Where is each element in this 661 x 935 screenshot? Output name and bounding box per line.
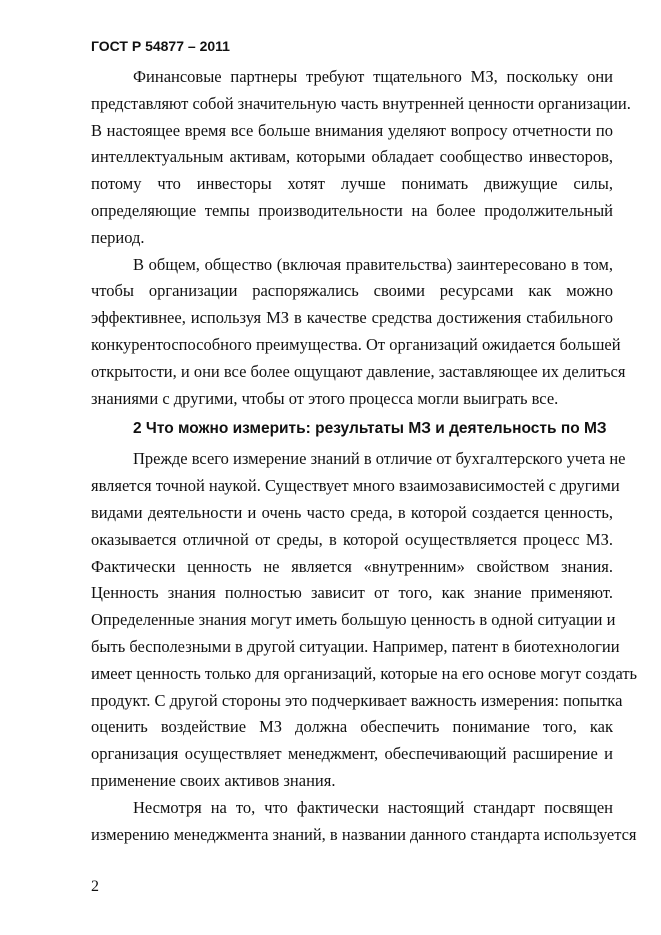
paragraph-line: имеет ценность только для организаций, которые на его основе могут создать [91,663,638,683]
paragraph [91,252,626,413]
paragraph-line: эффективнее, используя МЗ в качестве средства достижения стабильного [91,308,613,328]
paragraph-line: Определенные знания могут иметь большую ценность в одной ситуации и [91,610,616,630]
paragraph-line: организация осуществляет менеджмент, обеспечивающий расширение и [91,744,613,764]
paragraph-line: В общем, общество (включая правительства) заинтересовано в том, [133,254,613,274]
paragraphs-before-section [91,64,631,412]
paragraph-line: Ценность знания полностью зависит от того, как знание применяют. [91,583,613,603]
paragraph-line: является точной наукой. Существует много взаимозависимостей с другими [91,476,620,496]
paragraph-line: Финансовые партнеры требуют тщательного МЗ, поскольку они [133,67,613,86]
paragraph-line: Фактически ценность не является «внутренним» свойством знания. [91,556,613,576]
paragraphs-after-section [91,446,638,848]
paragraph-line: чтобы организации распоряжались своими ресурсами как можно [91,281,613,301]
document-body [91,64,638,848]
paragraph [91,64,631,252]
paragraph-line: измерению менеджмента знаний, в названии данного стандарта используется [91,824,637,844]
paragraph [91,446,638,794]
paragraph-line: потому что инвесторы хотят лучше понимать движущие силы, [91,174,613,194]
paragraph-line: открытости, и они все более ощущают давление, заставляющее их делиться [91,361,626,381]
paragraph-line: период. [91,227,145,247]
paragraph-line: оказывается отличной от среды, в которой осуществляется процесс МЗ. [91,529,613,549]
paragraph-line: оценить воздействие МЗ должна обеспечить понимание того, как [91,717,613,737]
paragraph-line: представляют собой значительную часть внутренней ценности организации. [91,93,631,113]
paragraph-line: определяющие темпы производительности на более продолжительный [91,200,613,220]
paragraph-line: интеллектуальным активам, которыми обладает сообщество инвесторов, [91,147,613,167]
paragraph-line: знаниями с другими, чтобы от этого процесса могли выиграть все. [91,388,559,408]
paragraph-line: В настоящее время все больше внимания уделяют вопросу отчетности по [91,120,613,140]
page-number: 2 [91,878,99,895]
paragraph-line: Прежде всего измерение знаний в отличие от бухгалтерского учета не [133,449,626,469]
page-header: ГОСТ Р 54877 – 2011 [91,38,230,54]
paragraph-line: Несмотря на то, что фактически настоящий стандарт посвящен [133,797,613,817]
section-heading: 2 Что можно измерить: результаты МЗ и деятельность по МЗ [133,420,607,438]
paragraph-line: применение своих активов знания. [91,770,336,790]
paragraph-line: быть бесполезными в другой ситуации. Например, патент в биотехнологии [91,636,620,656]
paragraph [91,795,637,849]
paragraph-line: продукт. С другой стороны это подчеркивает важность измерения: попытка [91,690,623,710]
paragraph-line: конкурентоспособного преимущества. От организаций ожидается большей [91,334,621,354]
paragraph-line: видами деятельности и очень часто среда, в которой создается ценность, [91,502,613,522]
